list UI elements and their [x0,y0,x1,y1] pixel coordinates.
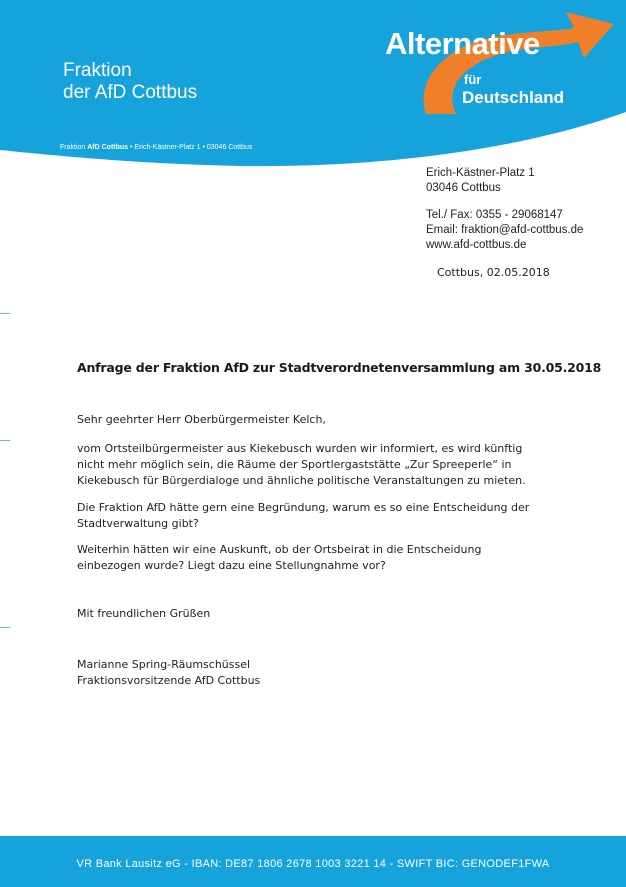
logo-word-fuer: für [464,72,482,87]
return-address-prefix: Fraktion [60,144,88,151]
salutation: Sehr geehrter Herr Oberbürgermeister Kelch, [77,413,326,426]
header-return-address [60,144,252,151]
closing: Mit freundlichen Grüßen [77,607,211,620]
signer-title: Fraktionsvorsitzende AfD Cottbus [77,674,261,687]
fold-mark-top [0,313,10,314]
sender-phone: Tel./ Fax: 0355 - 29068147 [426,209,563,221]
fraktion-line-1: Fraktion [63,60,132,81]
sender-city: 03046 Cottbus [426,182,501,194]
paragraph-3: Weiterhin hätten wir eine Auskunft, ob der Ortsbeirat in die Entscheidung einbezogen wurde? Liegt dazu eine Stellungnahme vor? [77,543,482,572]
letter-date: Cottbus, 02.05.2018 [437,266,550,279]
sender-email: Email: fraktion@afd-cottbus.de [426,224,584,236]
punch-mark [0,440,10,441]
logo-word-deutschland: Deutschland [462,88,565,107]
fraktion-title [63,60,197,104]
return-address-rest: • Erich-Kästner-Platz 1 • 03046 Cottbus [128,144,253,151]
letter-subject: Anfrage der Fraktion AfD zur Stadtverordnetenversammlung am 30.05.2018 [77,360,602,375]
fraktion-line-2: der AfD Cottbus [63,82,198,103]
paragraph-2: Die Fraktion AfD hätte gern eine Begründung, warum es so eine Entscheidung der Stadtverwaltung gibt? [77,501,530,530]
fold-mark-bottom [0,627,10,628]
logo-word-alternative: Alternative [385,26,540,61]
footer-bank-details: VR Bank Lausitz eG - IBAN: DE87 1806 2678 1003 3221 14 - SWIFT BIC: GENODEF1FWA [76,858,550,870]
signer-name: Marianne Spring-Räumschüssel [77,658,251,671]
sender-address [426,166,583,253]
paragraph-1: vom Ortsteilbürgermeister aus Kiekebusch wurden wir informiert, es wird künftig nicht mehr möglich sein, die Räume der Sportlergaststätte „Zur Spreeperle“ in Kiekebusch für Bürgerdialoge und ähnliche politische Veranstaltungen zu mieten. [77,442,526,487]
sender-street: Erich-Kästner-Platz 1 [426,167,535,179]
return-address-party: AfD Cottbus [87,144,129,151]
sender-website: www.afd-cottbus.de [426,239,527,251]
